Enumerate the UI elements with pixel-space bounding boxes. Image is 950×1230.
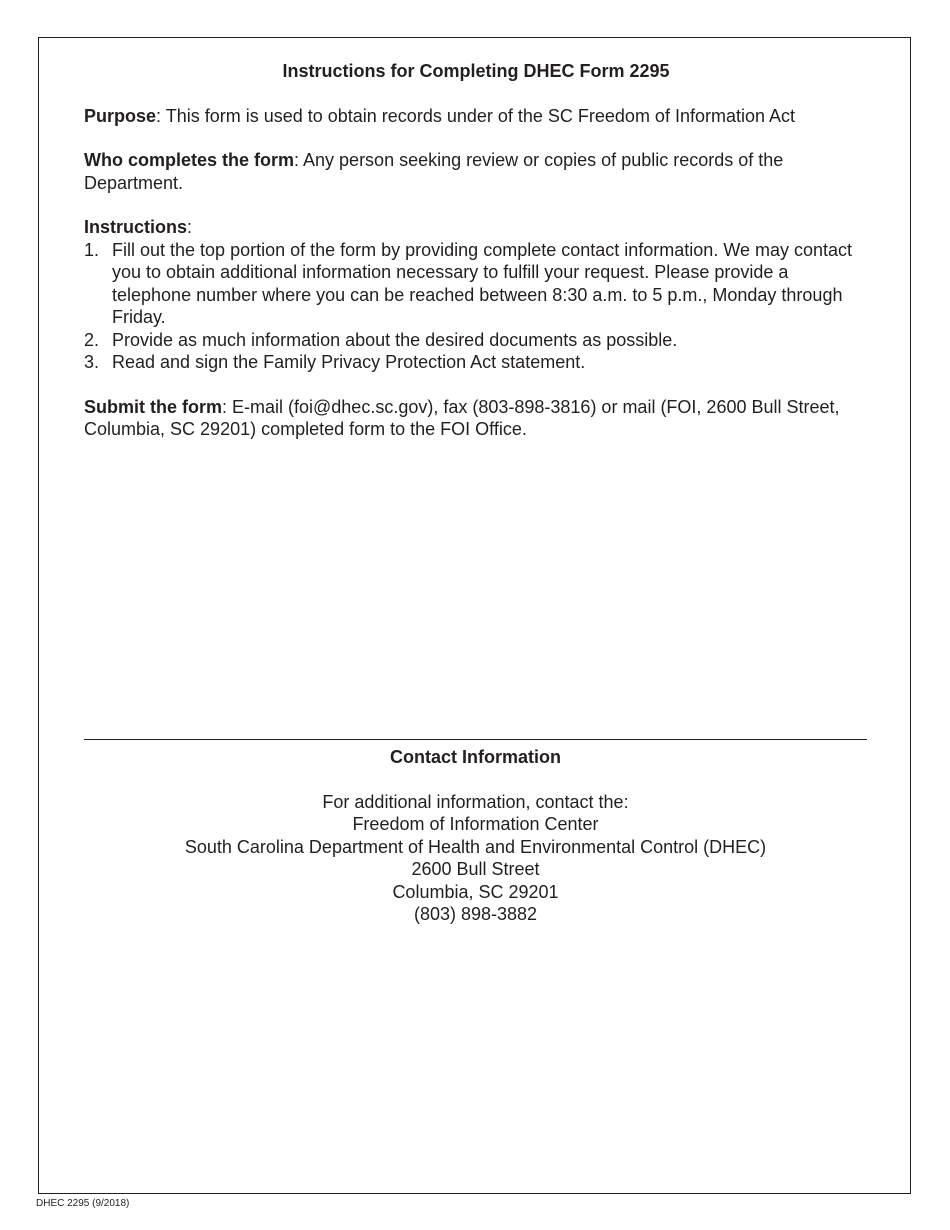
contact-center: Freedom of Information Center xyxy=(352,814,599,834)
instructions-content xyxy=(84,60,868,463)
submit-label: Submit the form xyxy=(84,396,222,417)
instructions-list xyxy=(84,239,868,374)
submit-text: : E-mail (foi@dhec.sc.gov), fax (803-898-3816) or mail (FOI, 2600 Bull Street, Columbia, SC 29201) completed form to the FOI Office. xyxy=(84,396,840,439)
who-completes-label: Who completes the form xyxy=(84,150,295,170)
list-item xyxy=(84,239,868,329)
step-number: 1. xyxy=(84,239,100,260)
contact-city: Columbia, SC 29201 xyxy=(392,881,559,902)
purpose-text: : This form is used to obtain records under of the SC Freedom of Information Act xyxy=(156,105,796,126)
instructions-section xyxy=(84,216,868,374)
instructions-label: Instructions xyxy=(84,217,188,237)
section-divider xyxy=(84,739,867,740)
instructions-heading xyxy=(84,216,868,239)
instructions-colon: : xyxy=(187,217,193,237)
step-text: Provide as much information about the desired documents as possible. xyxy=(112,329,678,350)
who-completes-text: : Any person seeking review or copies of public records of the Department. xyxy=(84,150,784,193)
contact-section xyxy=(84,746,867,926)
contact-phone: (803) 898-3882 xyxy=(413,904,538,924)
who-completes-paragraph xyxy=(84,149,868,194)
step-number: 2. xyxy=(84,329,100,350)
contact-department: South Carolina Department of Health and Environmental Control (DHEC) xyxy=(184,836,767,857)
contact-heading: Contact Information xyxy=(390,747,561,767)
step-text: Fill out the top portion of the form by providing complete contact information. We may contact you to obtain additional information necessary to fulfill your request. Please provide a telephone number where you can be reached between 8:30 a.m. to 5 p.m., Monday through Friday. xyxy=(112,239,853,327)
contact-intro: For additional information, contact the: xyxy=(322,791,629,812)
step-text: Read and sign the Family Privacy Protection Act statement. xyxy=(112,352,586,372)
list-item xyxy=(84,351,868,374)
form-code: DHEC 2295 (9/2018) xyxy=(36,1198,130,1209)
purpose-paragraph xyxy=(84,105,868,128)
page-title: Instructions for Completing DHEC Form 2295 xyxy=(282,61,670,81)
list-item xyxy=(84,329,868,352)
purpose-label: Purpose xyxy=(84,105,157,126)
submit-paragraph xyxy=(84,396,868,441)
contact-street: 2600 Bull Street xyxy=(411,859,540,879)
step-number: 3. xyxy=(84,352,100,372)
